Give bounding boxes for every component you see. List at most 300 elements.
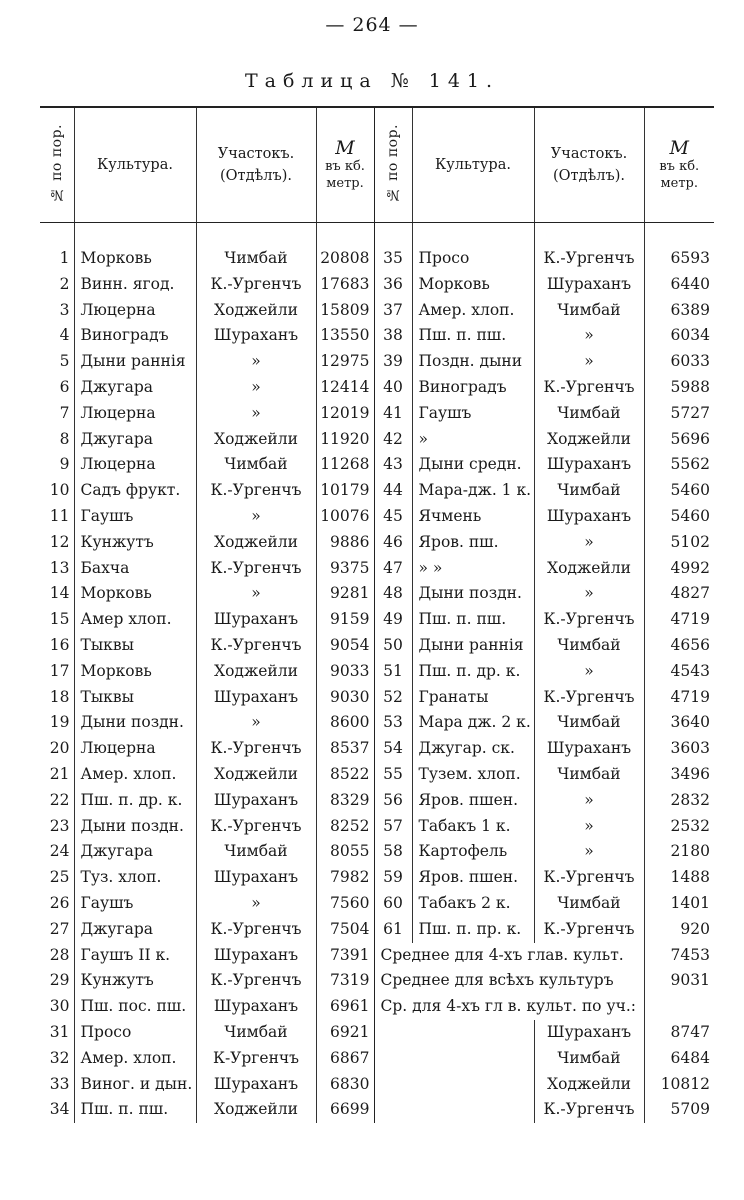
row-number: 43 [374,452,412,478]
row-number: 8 [59,429,70,448]
row-number: 40 [374,375,412,401]
volume-cell: 1488 [644,865,714,891]
volume-cell: 4992 [644,556,714,582]
row-number: 44 [374,478,412,504]
blank-cell [374,1072,534,1098]
crop-cell: Ячмень [412,504,534,530]
row-number: 31 [49,1022,70,1041]
row-number: 57 [374,814,412,840]
volume-cell: 3603 [644,736,714,762]
crop-cell: Табакъ 1 к. [412,814,534,840]
crop-cell: Кунжутъ [74,530,196,556]
crop-cell: Джугар. ск. [412,736,534,762]
row-number: 51 [374,659,412,685]
summary-value: 9031 [644,968,714,994]
table-row [40,839,714,865]
volume-cell: 2180 [644,839,714,865]
volume-cell: 1401 [644,891,714,917]
plot-cell: » [534,530,644,556]
crop-cell: Пш. п. пш. [412,607,534,633]
volume-cell: 5460 [644,504,714,530]
volume-cell: 8252 [316,814,374,840]
row-number: 6 [59,377,70,396]
crop-cell: Морковь [74,581,196,607]
volume-cell: 9054 [316,633,374,659]
row-number: 29 [49,971,70,990]
crop-cell: Амер хлоп. [74,607,196,633]
plot-cell: Шураханъ [196,865,316,891]
table-row [40,478,714,504]
crop-cell: Виног. и дын. [74,1072,196,1098]
plot-cell: К.-Ургенчъ [196,272,316,298]
blank-cell [374,1097,534,1123]
volume-cell: 13550 [316,323,374,349]
row-number: 25 [49,868,70,887]
volume-cell: 12975 [316,349,374,375]
volume-cell: 6921 [316,1020,374,1046]
plot-cell: Чимбай [196,246,316,272]
volume-cell: 4719 [644,685,714,711]
header-culture: Культура. [74,107,196,223]
plot-cell: Ходжейли [196,762,316,788]
district-name: Ходжейли [534,1072,644,1098]
crop-cell: Садъ фрукт. [74,478,196,504]
plot-cell: К.-Ургенчъ [196,917,316,943]
row-number: 61 [374,917,412,943]
volume-cell: 5102 [644,530,714,556]
table-row [40,323,714,349]
row-number: 49 [374,607,412,633]
crop-cell: Просо [412,246,534,272]
volume-cell: 5460 [644,478,714,504]
table-row [40,710,714,736]
plot-cell: Чимбай [196,839,316,865]
row-number: 41 [374,401,412,427]
district-name: Шураханъ [534,1020,644,1046]
crop-cell: Винн. ягод. [74,272,196,298]
table-row [40,994,714,1020]
row-number: 22 [49,790,70,809]
crop-cell: Пш. п. др. к. [74,788,196,814]
data-table [40,106,714,1123]
table-row [40,891,714,917]
table-row [40,1097,714,1123]
plot-cell: К.-Ургенчъ [534,917,644,943]
volume-cell: 6033 [644,349,714,375]
volume-cell: 6961 [316,994,374,1020]
plot-cell: » [196,504,316,530]
table-row [40,504,714,530]
crop-cell: Люцерна [74,736,196,762]
crop-cell: Дыни раннія [412,633,534,659]
row-number: 59 [374,865,412,891]
crop-cell: Люцерна [74,401,196,427]
crop-cell: Гаушъ [74,504,196,530]
table-row [40,685,714,711]
volume-cell: 9159 [316,607,374,633]
crop-cell: Мара дж. 2 к. [412,710,534,736]
volume-cell: 3496 [644,762,714,788]
crop-cell: Пш. п. пш. [412,323,534,349]
crop-cell: Пш. п. др. к. [412,659,534,685]
plot-cell: Чимбай [534,633,644,659]
plot-cell: Шураханъ [196,685,316,711]
plot-cell: Шураханъ [534,452,644,478]
plot-cell: » [534,814,644,840]
volume-cell: 6867 [316,1046,374,1072]
crop-cell: Виноградъ [74,323,196,349]
crop-cell: Гаушъ [412,401,534,427]
table-row [40,349,714,375]
plot-cell: Ходжейли [534,556,644,582]
plot-cell: Шураханъ [196,994,316,1020]
table-row [40,401,714,427]
row-number: 13 [49,558,70,577]
summary-label: Среднее для 4-хъ глав. культ. [374,943,644,969]
summary-value [644,994,714,1020]
plot-cell: Чимбай [534,478,644,504]
volume-cell: 8329 [316,788,374,814]
row-number: 26 [49,893,70,912]
row-number: 4 [59,326,70,345]
plot-cell: К.-Ургенчъ [196,814,316,840]
volume-cell: 9033 [316,659,374,685]
plot-cell: Шураханъ [196,607,316,633]
crop-cell: Виноградъ [412,375,534,401]
crop-cell: Гаушъ [74,891,196,917]
volume-cell: 920 [644,917,714,943]
crop-cell: Морковь [74,659,196,685]
row-number: 48 [374,581,412,607]
volume-cell: 5562 [644,452,714,478]
row-number: 38 [374,323,412,349]
crop-cell: Пш. пос. пш. [74,994,196,1020]
plot-cell: Шураханъ [534,736,644,762]
crop-cell: Люцерна [74,452,196,478]
district-value: 6484 [644,1046,714,1072]
volume-cell: 4827 [644,581,714,607]
volume-cell: 9030 [316,685,374,711]
row-number: 5 [59,352,70,371]
plot-cell: Чимбай [534,710,644,736]
table-row [40,427,714,453]
plot-cell: К.-Ургенчъ [196,633,316,659]
row-number: 39 [374,349,412,375]
crop-cell: Морковь [74,246,196,272]
volume-cell: 6034 [644,323,714,349]
plot-cell: Чимбай [534,891,644,917]
volume-cell: 10076 [316,504,374,530]
volume-cell: 9375 [316,556,374,582]
volume-cell: 11268 [316,452,374,478]
table-row [40,788,714,814]
volume-cell: 7982 [316,865,374,891]
row-number: 58 [374,839,412,865]
table-row [40,1072,714,1098]
table-row [40,1020,714,1046]
table-row [40,943,714,969]
row-number: 35 [374,246,412,272]
crop-cell: Пш. п. пр. к. [412,917,534,943]
row-number: 20 [49,739,70,758]
table-row [40,865,714,891]
row-number: 36 [374,272,412,298]
volume-cell: 11920 [316,427,374,453]
plot-cell: Шураханъ [196,1072,316,1098]
header-num-2: № по пор. [374,107,412,223]
volume-cell: 6440 [644,272,714,298]
volume-cell: 8600 [316,710,374,736]
plot-cell: Шураханъ [196,788,316,814]
plot-cell: Чимбай [534,401,644,427]
row-number: 15 [49,610,70,629]
row-number: 10 [49,481,70,500]
row-number: 9 [59,455,70,474]
row-number: 24 [49,842,70,861]
table-row [40,968,714,994]
volume-cell: 5696 [644,427,714,453]
crop-cell: Дыни поздн. [74,710,196,736]
volume-cell: 20808 [316,246,374,272]
plot-cell: » [196,891,316,917]
crop-cell: Джугара [74,427,196,453]
plot-cell: Шураханъ [196,943,316,969]
plot-cell: Ходжейли [196,1097,316,1123]
volume-cell: 7319 [316,968,374,994]
row-number: 46 [374,530,412,556]
crop-cell: Дыни раннія [74,349,196,375]
plot-cell: Ходжейли [196,427,316,453]
crop-cell: Пш. п. пш. [74,1097,196,1123]
page-number: — 264 — [325,14,419,36]
row-number: 19 [49,713,70,732]
crop-cell: Табакъ 2 к. [412,891,534,917]
row-number: 11 [49,506,70,525]
plot-cell: » [196,349,316,375]
plot-cell: К.-Ургенчъ [534,246,644,272]
header-num: № по пор. [40,107,74,223]
crop-cell: Джугара [74,917,196,943]
table-body [40,223,714,1124]
table-title: Таблица № 141. [244,70,500,92]
volume-cell: 4543 [644,659,714,685]
row-number: 1 [59,249,70,267]
plot-cell: » [534,788,644,814]
row-number: 45 [374,504,412,530]
volume-cell: 5727 [644,401,714,427]
crop-cell: Амер. хлоп. [74,1046,196,1072]
volume-cell: 9281 [316,581,374,607]
district-name: К.-Ургенчъ [534,1097,644,1123]
header-m-2: М въ кб. метр. [644,107,714,223]
table-row [40,246,714,272]
table-row [40,375,714,401]
plot-cell: Ходжейли [196,530,316,556]
crop-cell: Гаушъ II к. [74,943,196,969]
volume-cell: 6830 [316,1072,374,1098]
plot-cell: Шураханъ [196,323,316,349]
header-plot-2: Участокъ. (Отдѣлъ). [534,107,644,223]
header-culture-2: Культура. [412,107,534,223]
crop-cell: Яров. пшен. [412,865,534,891]
plot-cell: К.-Ургенчъ [534,375,644,401]
volume-cell: 8522 [316,762,374,788]
plot-cell: К-Ургенчъ [196,1046,316,1072]
plot-cell: » [534,839,644,865]
table-row [40,607,714,633]
crop-cell: Просо [74,1020,196,1046]
crop-cell: Картофель [412,839,534,865]
plot-cell: Ходжейли [196,298,316,324]
row-number: 34 [49,1100,70,1119]
crop-cell: Амер. хлоп. [74,762,196,788]
volume-cell: 4656 [644,633,714,659]
summary-label: Среднее для всѣхъ культуръ [374,968,644,994]
volume-cell: 6389 [644,298,714,324]
table-row [40,556,714,582]
plot-cell: » [534,323,644,349]
row-number: 7 [59,403,70,422]
plot-cell: » [196,710,316,736]
row-number: 14 [49,584,70,603]
plot-cell: Ходжейли [196,659,316,685]
plot-cell: » [534,349,644,375]
header-row [40,107,714,223]
plot-cell: К.-Ургенчъ [196,556,316,582]
row-number: 53 [374,710,412,736]
summary-label: Ср. для 4-хъ гл в. культ. по уч.: [374,994,644,1020]
table-row [40,736,714,762]
table-row [40,530,714,556]
table-row [40,581,714,607]
plot-cell: Чимбай [534,298,644,324]
plot-cell: Шураханъ [534,272,644,298]
plot-cell: Ходжейли [534,427,644,453]
row-number: 32 [49,1048,70,1067]
crop-cell: Тыквы [74,633,196,659]
plot-cell: Чимбай [534,762,644,788]
row-number: 23 [49,816,70,835]
volume-cell: 2832 [644,788,714,814]
plot-cell: К.-Ургенчъ [196,736,316,762]
plot-cell: Чимбай [196,1020,316,1046]
volume-cell: 6593 [644,246,714,272]
plot-cell: К.-Ургенчъ [534,607,644,633]
spacer-row [40,223,714,247]
plot-cell: Шураханъ [534,504,644,530]
table-row [40,659,714,685]
row-number: 54 [374,736,412,762]
plot-cell: » [534,581,644,607]
row-number: 28 [49,945,70,964]
volume-cell: 12019 [316,401,374,427]
row-number: 37 [374,298,412,324]
plot-cell: К.-Ургенчъ [534,685,644,711]
row-number: 56 [374,788,412,814]
volume-cell: 5988 [644,375,714,401]
table-row [40,1046,714,1072]
row-number: 21 [49,764,70,783]
crop-cell: Кунжутъ [74,968,196,994]
volume-cell: 8055 [316,839,374,865]
volume-cell: 2532 [644,814,714,840]
header-m: М въ кб. метр. [316,107,374,223]
plot-cell: » [196,401,316,427]
volume-cell: 15809 [316,298,374,324]
crop-cell: Тузем. хлоп. [412,762,534,788]
crop-cell: Амер. хлоп. [412,298,534,324]
volume-cell: 4719 [644,607,714,633]
crop-cell: Бахча [74,556,196,582]
table-row [40,814,714,840]
crop-cell: » » [412,556,534,582]
volume-cell: 7391 [316,943,374,969]
plot-cell: » [534,659,644,685]
volume-cell: 8537 [316,736,374,762]
volume-cell: 7504 [316,917,374,943]
crop-cell: Гранаты [412,685,534,711]
crop-cell: Дыни средн. [412,452,534,478]
row-number: 60 [374,891,412,917]
row-number: 17 [49,661,70,680]
table-row [40,272,714,298]
volume-cell: 12414 [316,375,374,401]
district-value: 10812 [644,1072,714,1098]
row-number: 55 [374,762,412,788]
crop-cell: Яров. пшен. [412,788,534,814]
volume-cell: 6699 [316,1097,374,1123]
crop-cell: Люцерна [74,298,196,324]
plot-cell: » [196,375,316,401]
volume-cell: 3640 [644,710,714,736]
table-row [40,633,714,659]
row-number: 16 [49,635,70,654]
crop-cell: Джугара [74,375,196,401]
row-number: 33 [49,1074,70,1093]
crop-cell: Туз. хлоп. [74,865,196,891]
volume-cell: 7560 [316,891,374,917]
row-number: 42 [374,427,412,453]
plot-cell: К.-Ургенчъ [196,968,316,994]
row-number: 52 [374,685,412,711]
volume-cell: 10179 [316,478,374,504]
table-row [40,762,714,788]
crop-cell: Тыквы [74,685,196,711]
district-name: Чимбай [534,1046,644,1072]
crop-cell: Джугара [74,839,196,865]
table-row [40,298,714,324]
row-number: 18 [49,687,70,706]
row-number: 2 [59,274,70,293]
header-plot: Участокъ. (Отдѣлъ). [196,107,316,223]
summary-value: 7453 [644,943,714,969]
row-number: 12 [49,532,70,551]
volume-cell: 17683 [316,272,374,298]
plot-cell: К.-Ургенчъ [534,865,644,891]
table-row [40,452,714,478]
crop-cell: Дыни поздн. [74,814,196,840]
crop-cell: Поздн. дыни [412,349,534,375]
district-value: 5709 [644,1097,714,1123]
row-number: 50 [374,633,412,659]
crop-cell: Морковь [412,272,534,298]
plot-cell: Чимбай [196,452,316,478]
blank-cell [374,1046,534,1072]
crop-cell: Дыни поздн. [412,581,534,607]
crop-cell: » [412,427,534,453]
crop-cell: Мара-дж. 1 к. [412,478,534,504]
crop-cell: Яров. пш. [412,530,534,556]
